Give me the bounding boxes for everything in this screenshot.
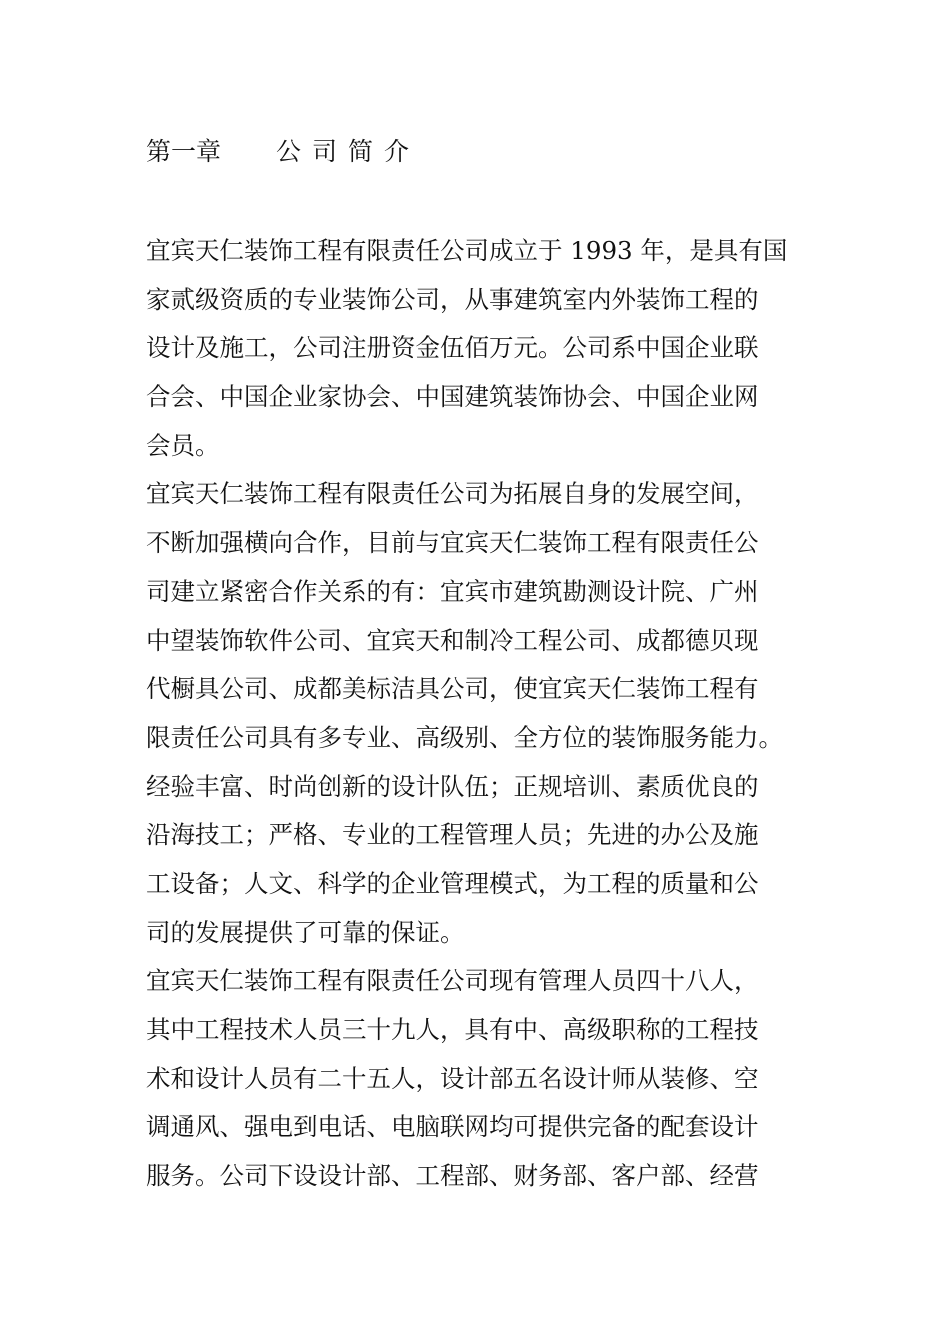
text-line: 合会、中国企业家协会、中国建筑装饰协会、中国企业网 — [146, 382, 759, 412]
chapter-heading — [146, 135, 420, 169]
text-line: 会员。 — [146, 430, 220, 460]
text-line: 司建立紧密合作关系的有：宜宾市建筑勘测设计院、广州 — [146, 576, 759, 606]
text-line: 代橱具公司、成都美标洁具公司，使宜宾天仁装饰工程有 — [146, 674, 759, 704]
body-text — [146, 227, 816, 1201]
text-line: 不断加强横向合作，目前与宜宾天仁装饰工程有限责任公 — [146, 528, 759, 558]
text-line: 中望装饰软件公司、宜宾天和制冷工程公司、成都德贝现 — [146, 625, 759, 655]
text-line: 宜宾天仁装饰工程有限责任公司为拓展自身的发展空间， — [146, 479, 759, 509]
text-line: 宜宾天仁装饰工程有限责任公司成立于 1993 年，是具有国 — [146, 236, 788, 265]
text-line: 家贰级资质的专业装饰公司，从事建筑室内外装饰工程的 — [146, 284, 759, 314]
text-line: 沿海技工；严格、专业的工程管理人员；先进的办公及施 — [146, 820, 759, 850]
chapter-name: 公司简介 — [276, 137, 421, 166]
text-line: 服务。公司下设设计部、工程部、财务部、客户部、经营 — [146, 1161, 759, 1191]
text-line: 术和设计人员有二十五人，设计部五名设计师从装修、空 — [146, 1063, 759, 1093]
text-line: 工设备；人文、科学的企业管理模式，为工程的质量和公 — [146, 868, 759, 898]
text-line: 经验丰富、时尚创新的设计队伍；正规培训、素质优良的 — [146, 771, 759, 801]
text-line: 其中工程技术人员三十九人，具有中、高级职称的工程技 — [146, 1015, 759, 1044]
chapter-number: 第一章 — [146, 137, 222, 166]
text-line: 调通风、强电到电话、电脑联网均可提供完备的配套设计 — [146, 1112, 759, 1142]
text-line: 司的发展提供了可靠的保证。 — [146, 917, 465, 947]
text-line: 限责任公司具有多专业、高级别、全方位的装饰服务能力。 — [146, 722, 783, 752]
text-line: 宜宾天仁装饰工程有限责任公司现有管理人员四十八人， — [146, 966, 759, 996]
text-line: 设计及施工，公司注册资金伍佰万元。公司系中国企业联 — [146, 333, 759, 363]
